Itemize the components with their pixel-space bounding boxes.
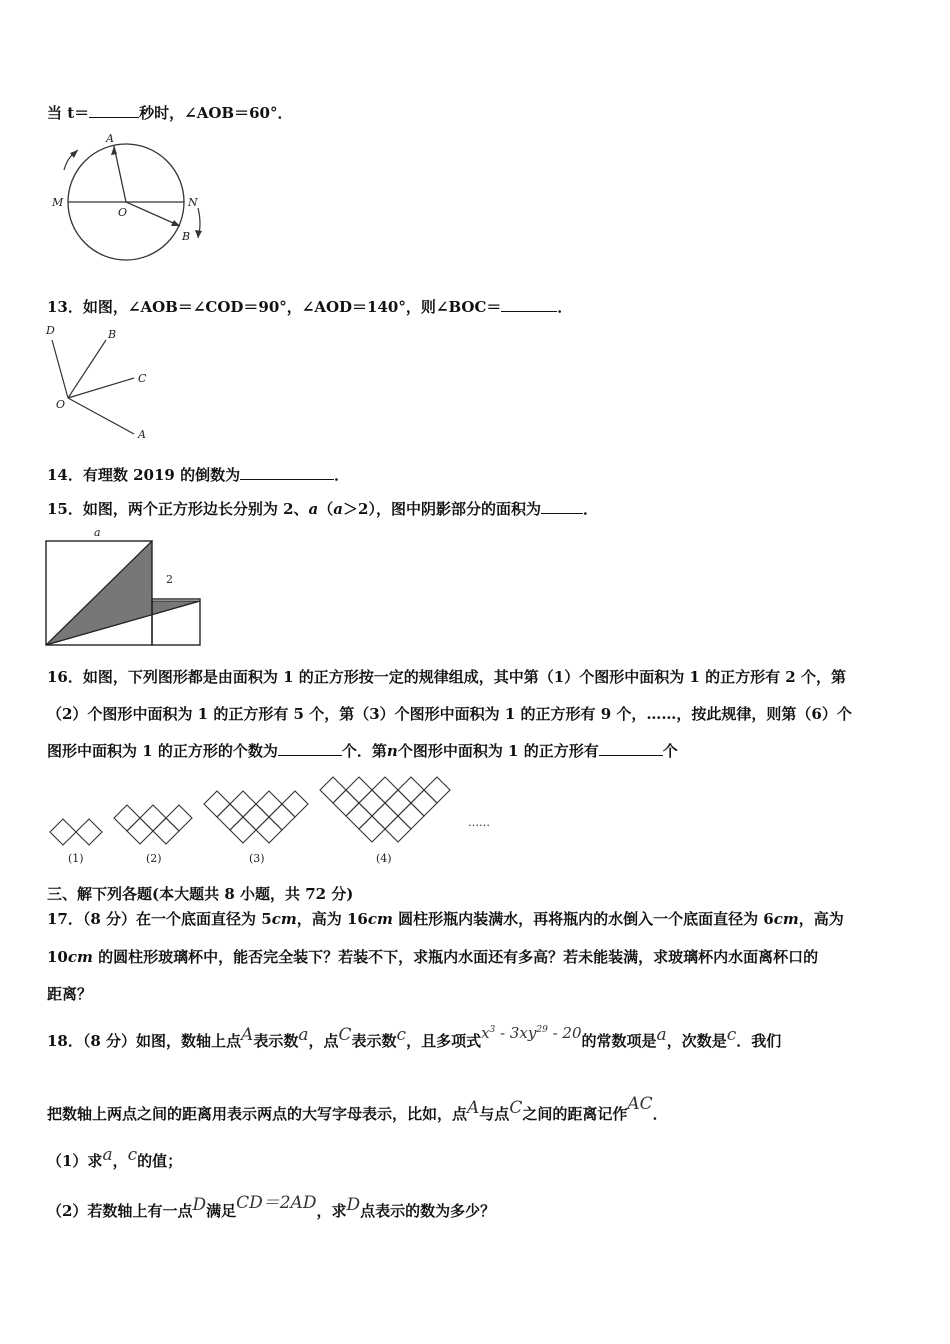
q18-var-a: a bbox=[298, 1025, 309, 1045]
caption-2: (2) bbox=[146, 852, 162, 865]
pattern-4 bbox=[320, 777, 450, 842]
q15-var-a: a bbox=[308, 500, 319, 518]
q18-p2-a: （2）若数轴上有一点 bbox=[47, 1202, 193, 1220]
q16-line2-text: （2）个图形中面积为 1 的正方形有 5 个，第（3）个图形中面积为 1 的正方形有 9 个，……，按此规律，则第（6）个 bbox=[47, 705, 852, 723]
q18-part2 bbox=[47, 1193, 496, 1221]
shaded-region bbox=[46, 541, 200, 645]
label-c: C bbox=[138, 372, 147, 385]
label-n: N bbox=[188, 196, 198, 209]
q18-line2 bbox=[47, 1094, 668, 1124]
q17-l3: 距离？ bbox=[47, 985, 93, 1003]
q16-line3 bbox=[47, 740, 678, 761]
q16-line2 bbox=[47, 703, 852, 724]
label-a: A bbox=[106, 132, 114, 145]
label-o: O bbox=[118, 206, 128, 219]
q18-var-a-2: a bbox=[656, 1025, 667, 1045]
q18-l2-d: ． bbox=[652, 1105, 668, 1123]
q16-n: n bbox=[386, 742, 398, 760]
q12-line bbox=[47, 102, 292, 123]
ray-ob bbox=[126, 202, 180, 226]
q18-line1 bbox=[47, 1024, 782, 1051]
q18-p1-c: 的值； bbox=[137, 1152, 183, 1170]
q18-p1-var-a: a bbox=[102, 1145, 113, 1165]
pattern-1 bbox=[50, 819, 102, 845]
q18-l1-h: ．我们 bbox=[736, 1032, 782, 1050]
q16-line3-a: 图形中面积为 1 的正方形的个数为 bbox=[47, 742, 278, 760]
q18-p2-b: 满足 bbox=[206, 1202, 237, 1220]
q13-angle-figure bbox=[44, 322, 164, 442]
q18-l1-e: ，且多项式 bbox=[406, 1032, 482, 1050]
q18-l2-c: 之间的距离记作 bbox=[522, 1105, 628, 1123]
q13-answer-blank[interactable] bbox=[501, 297, 557, 312]
q14-answer-blank[interactable] bbox=[240, 465, 334, 480]
label-b: B bbox=[108, 328, 117, 341]
q18-ac: AC bbox=[627, 1094, 653, 1114]
pattern-3 bbox=[204, 791, 308, 843]
q15-cond-rest: ＞2） bbox=[343, 500, 376, 518]
ray-oc bbox=[68, 378, 134, 398]
q17-l2-a: 10 bbox=[47, 948, 68, 966]
q17-l2-b: 的圆柱形玻璃杯中，能否完全装下？若装不下，求瓶内水面还有多高？若未能装满，求玻璃杯内水面离杯口的 bbox=[92, 948, 819, 966]
q18-point-d: D bbox=[192, 1195, 207, 1215]
poly-mid: - 3xy bbox=[495, 1024, 537, 1042]
poly-exp2: 29 bbox=[536, 1025, 548, 1035]
q15-end: ． bbox=[582, 500, 598, 518]
label-a: a bbox=[94, 526, 101, 539]
pattern-2 bbox=[114, 805, 192, 844]
q18-var-c: c bbox=[396, 1025, 407, 1045]
q15-text-post: ，图中阴影部分的面积为 bbox=[375, 500, 541, 518]
label-a: A bbox=[138, 428, 146, 441]
q14-line bbox=[47, 464, 349, 485]
q12-prefix: 当 t＝ bbox=[47, 104, 90, 122]
q18-l1-d: 表示数 bbox=[351, 1032, 397, 1050]
q18-var-c-2: c bbox=[726, 1025, 737, 1045]
q18-p1-b: ， bbox=[112, 1152, 128, 1170]
arrow-a bbox=[111, 146, 117, 155]
q15-text-pre: 15．如图，两个正方形边长分别为 2、 bbox=[47, 500, 309, 518]
q13-line bbox=[47, 296, 572, 317]
q17-line2 bbox=[47, 946, 818, 967]
q18-point-a-2: A bbox=[467, 1098, 480, 1118]
q18-p1-a: （1）求 bbox=[47, 1152, 103, 1170]
q16-line1-text: 16．如图，下列图形都是由面积为 1 的正方形按一定的规律组成，其中第（1）个图形中面积为 1 的正方形有 2 个，第 bbox=[47, 668, 846, 686]
q16-answer-blank-2[interactable] bbox=[599, 741, 663, 756]
q16-answer-blank-1[interactable] bbox=[278, 741, 342, 756]
q17-unit1: cm bbox=[271, 910, 297, 928]
label-m: M bbox=[52, 196, 64, 209]
q18-l1-a: 18．（8 分）如图，数轴上点 bbox=[47, 1032, 242, 1050]
q18-point-a: A bbox=[241, 1025, 254, 1045]
label-b: B bbox=[182, 230, 191, 243]
q18-l1-g: ，次数是 bbox=[666, 1032, 727, 1050]
q18-l2-b: 与点 bbox=[479, 1105, 510, 1123]
q18-point-c: C bbox=[338, 1025, 352, 1045]
q18-l1-b: 表示数 bbox=[253, 1032, 299, 1050]
q18-polynomial bbox=[481, 1024, 581, 1042]
q17-unit3: cm bbox=[773, 910, 799, 928]
q16-line3-b: 个．第 bbox=[341, 742, 387, 760]
q17-line1 bbox=[47, 908, 844, 929]
q16-line1 bbox=[47, 666, 846, 687]
q15-squares-figure bbox=[44, 525, 209, 650]
arrow-head-left bbox=[70, 150, 78, 158]
q18-l1-c: ，点 bbox=[308, 1032, 339, 1050]
caption-4: (4) bbox=[376, 852, 392, 865]
ray-od bbox=[52, 340, 68, 398]
q17-line3 bbox=[47, 983, 92, 1004]
q12-answer-blank[interactable] bbox=[89, 103, 139, 118]
q18-point-c-2: C bbox=[509, 1098, 523, 1118]
q17-l1-d: ，高为 bbox=[798, 910, 844, 928]
q17-l1-c: 圆柱形瓶内装满水，再将瓶内的水倒入一个底面直径为 6 bbox=[392, 910, 774, 928]
q12-suffix: 秒时，∠AOB＝60°． bbox=[139, 104, 293, 122]
q15-line bbox=[47, 498, 598, 519]
q17-unit4: cm bbox=[67, 948, 93, 966]
section-3-text: 三、解下列各题(本大题共 8 小题，共 72 分) bbox=[47, 885, 354, 903]
label-d: D bbox=[46, 324, 55, 337]
ellipsis: …… bbox=[468, 816, 490, 829]
q16-line3-c: 个图形中面积为 1 的正方形有 bbox=[397, 742, 599, 760]
ray-oa bbox=[68, 398, 134, 434]
q12-circle-figure bbox=[50, 128, 210, 263]
label-2: 2 bbox=[166, 573, 173, 586]
q16-pattern-figure bbox=[44, 772, 514, 872]
q17-l1-a: 17．（8 分）在一个底面直径为 5 bbox=[47, 910, 272, 928]
label-o: O bbox=[56, 398, 66, 411]
q13-end: ． bbox=[557, 298, 573, 316]
q13-text: 13．如图，∠AOB＝∠COD＝90°，∠AOD＝140°，则∠BOC＝ bbox=[47, 298, 502, 316]
q18-point-d-2: D bbox=[346, 1195, 361, 1215]
q14-text: 14．有理数 2019 的倒数为 bbox=[47, 466, 241, 484]
poly-end: - 20 bbox=[547, 1024, 582, 1042]
poly-exp1: 3 bbox=[489, 1025, 496, 1035]
q16-line3-d: 个 bbox=[662, 742, 678, 760]
q17-unit2: cm bbox=[367, 910, 393, 928]
section-3-title bbox=[47, 883, 353, 904]
q18-p2-c: ，求 bbox=[316, 1202, 347, 1220]
q18-p1-var-c: c bbox=[127, 1145, 138, 1165]
ray-oa bbox=[114, 146, 126, 202]
q18-p2-d: 点表示的数为多少？ bbox=[360, 1202, 496, 1220]
q18-part1 bbox=[47, 1145, 183, 1171]
caption-1: (1) bbox=[68, 852, 84, 865]
q17-l1-b: ，高为 16 bbox=[296, 910, 368, 928]
q15-cond-a: a bbox=[333, 500, 344, 518]
q15-paren: （ bbox=[318, 500, 334, 518]
poly-x: x bbox=[481, 1024, 490, 1042]
q18-l2-a: 把数轴上两点之间的距离用表示两点的大写字母表示，比如，点 bbox=[47, 1105, 468, 1123]
q15-answer-blank[interactable] bbox=[541, 499, 583, 514]
caption-3: (3) bbox=[249, 852, 265, 865]
q18-equation: CD＝2AD bbox=[236, 1193, 317, 1213]
q14-end: ． bbox=[334, 466, 350, 484]
q18-l1-f: 的常数项是 bbox=[581, 1032, 657, 1050]
arrow-head-right bbox=[195, 230, 202, 238]
ray-ob bbox=[68, 340, 106, 398]
